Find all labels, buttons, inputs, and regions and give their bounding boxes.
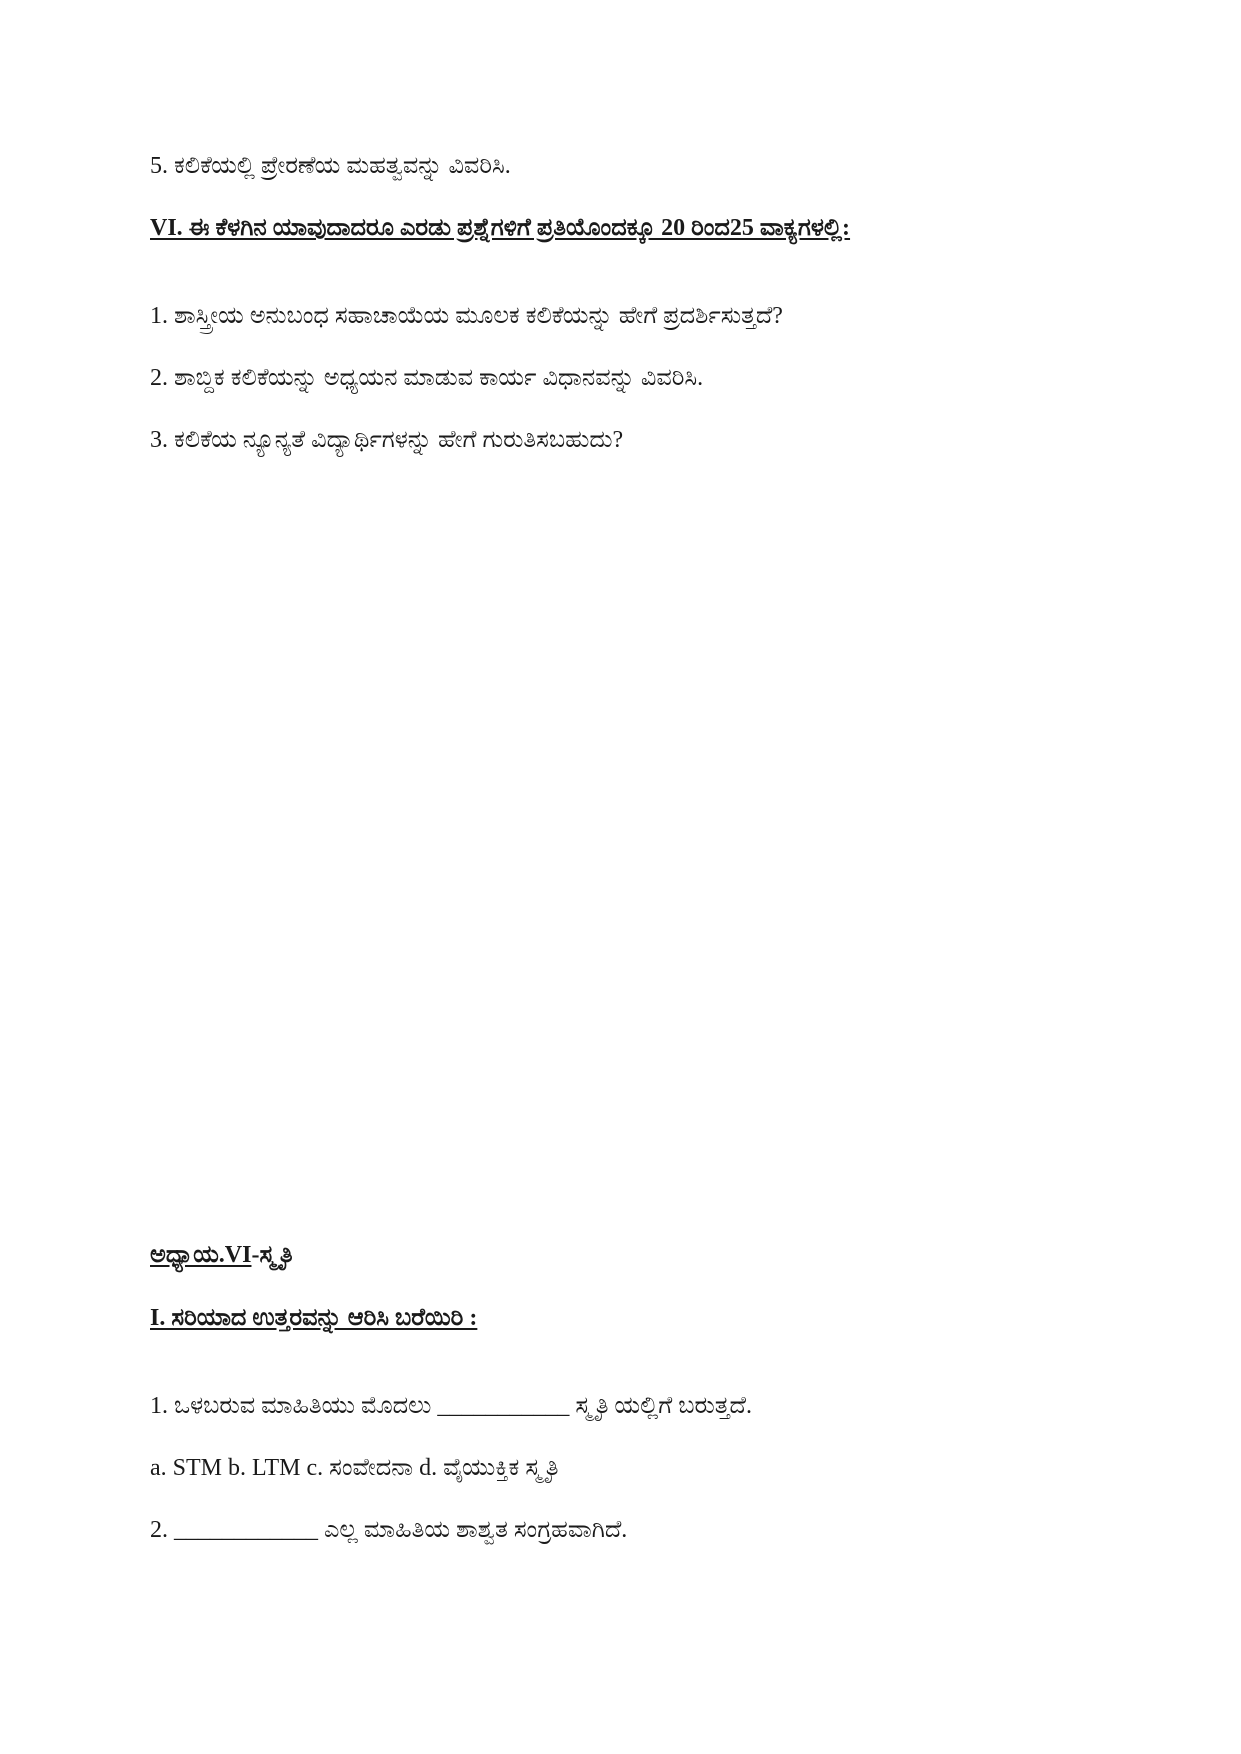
section-i-question-2: 2. ____________ ಎಲ್ಲ ಮಾಹಿತಿಯ ಶಾಶ್ವತ ಸಂಗ್ರಹವಾಗಿದೆ. xyxy=(150,1517,628,1543)
chapter-title xyxy=(150,1239,293,1271)
section-i-heading: I. ಸರಿಯಾದ ಉತ್ತರವನ್ನು ಆರಿಸಿ ಬರೆಯಿರಿ : xyxy=(150,1305,478,1331)
section-vi-question-2: 2. ಶಾಬ್ದಿಕ ಕಲಿಕೆಯನ್ನು ಅಧ್ಯಯನ ಮಾಡುವ ಕಾರ್ಯ ವಿಧಾನವನ್ನು ವಿವರಿಸಿ. xyxy=(150,365,704,391)
chapter-title-name: -ಸ್ಮೃತಿ xyxy=(251,1242,293,1268)
section-i-question-1-options: a. STM b. LTM c. ಸಂವೇದನಾ d. ವೈಯುಕ್ತಿಕ ಸ್ಮೃತಿ xyxy=(150,1455,559,1481)
section-vi-question-3: 3. ಕಲಿಕೆಯ ನ್ಯೂನ್ಯತೆ ವಿದ್ಯಾರ್ಥಿಗಳನ್ನು ಹೇಗೆ ಗುರುತಿಸಬಹುದು? xyxy=(150,427,624,453)
section-i-question-1: 1. ಒಳಬರುವ ಮಾಹಿತಿಯು ಮೊದಲು ___________ ಸ್ಮೃತಿ ಯಲ್ಲಿಗೆ ಬರುತ್ತದೆ. xyxy=(150,1393,753,1419)
section-vi-heading: VI. ಈ ಕೆಳಗಿನ ಯಾವುದಾದರೂ ಎರಡು ಪ್ರಶ್ನೆಗಳಿಗೆ ಪ್ರತಿಯೊಂದಕ್ಕೂ 20 ರಿಂದ25 ವಾಕ್ಯಗಳಲ್ಲಿ: xyxy=(150,215,851,241)
section-vi-question-1: 1. ಶಾಸ್ತ್ರೀಯ ಅನುಬಂಧ ಸಹಾಚಾಯೆಯ ಮೂಲಕ ಕಲಿಕೆಯನ್ನು ಹೇಗೆ ಪ್ರದರ್ಶಿಸುತ್ತದೆ? xyxy=(150,303,783,329)
question-5: 5. ಕಲಿಕೆಯಲ್ಲಿ ಪ್ರೇರಣೆಯ ಮಹತ್ವವನ್ನು ವಿವರಿಸಿ. xyxy=(150,153,511,179)
chapter-title-number: ಅಧ್ಯಾಯ.VI xyxy=(150,1242,252,1268)
